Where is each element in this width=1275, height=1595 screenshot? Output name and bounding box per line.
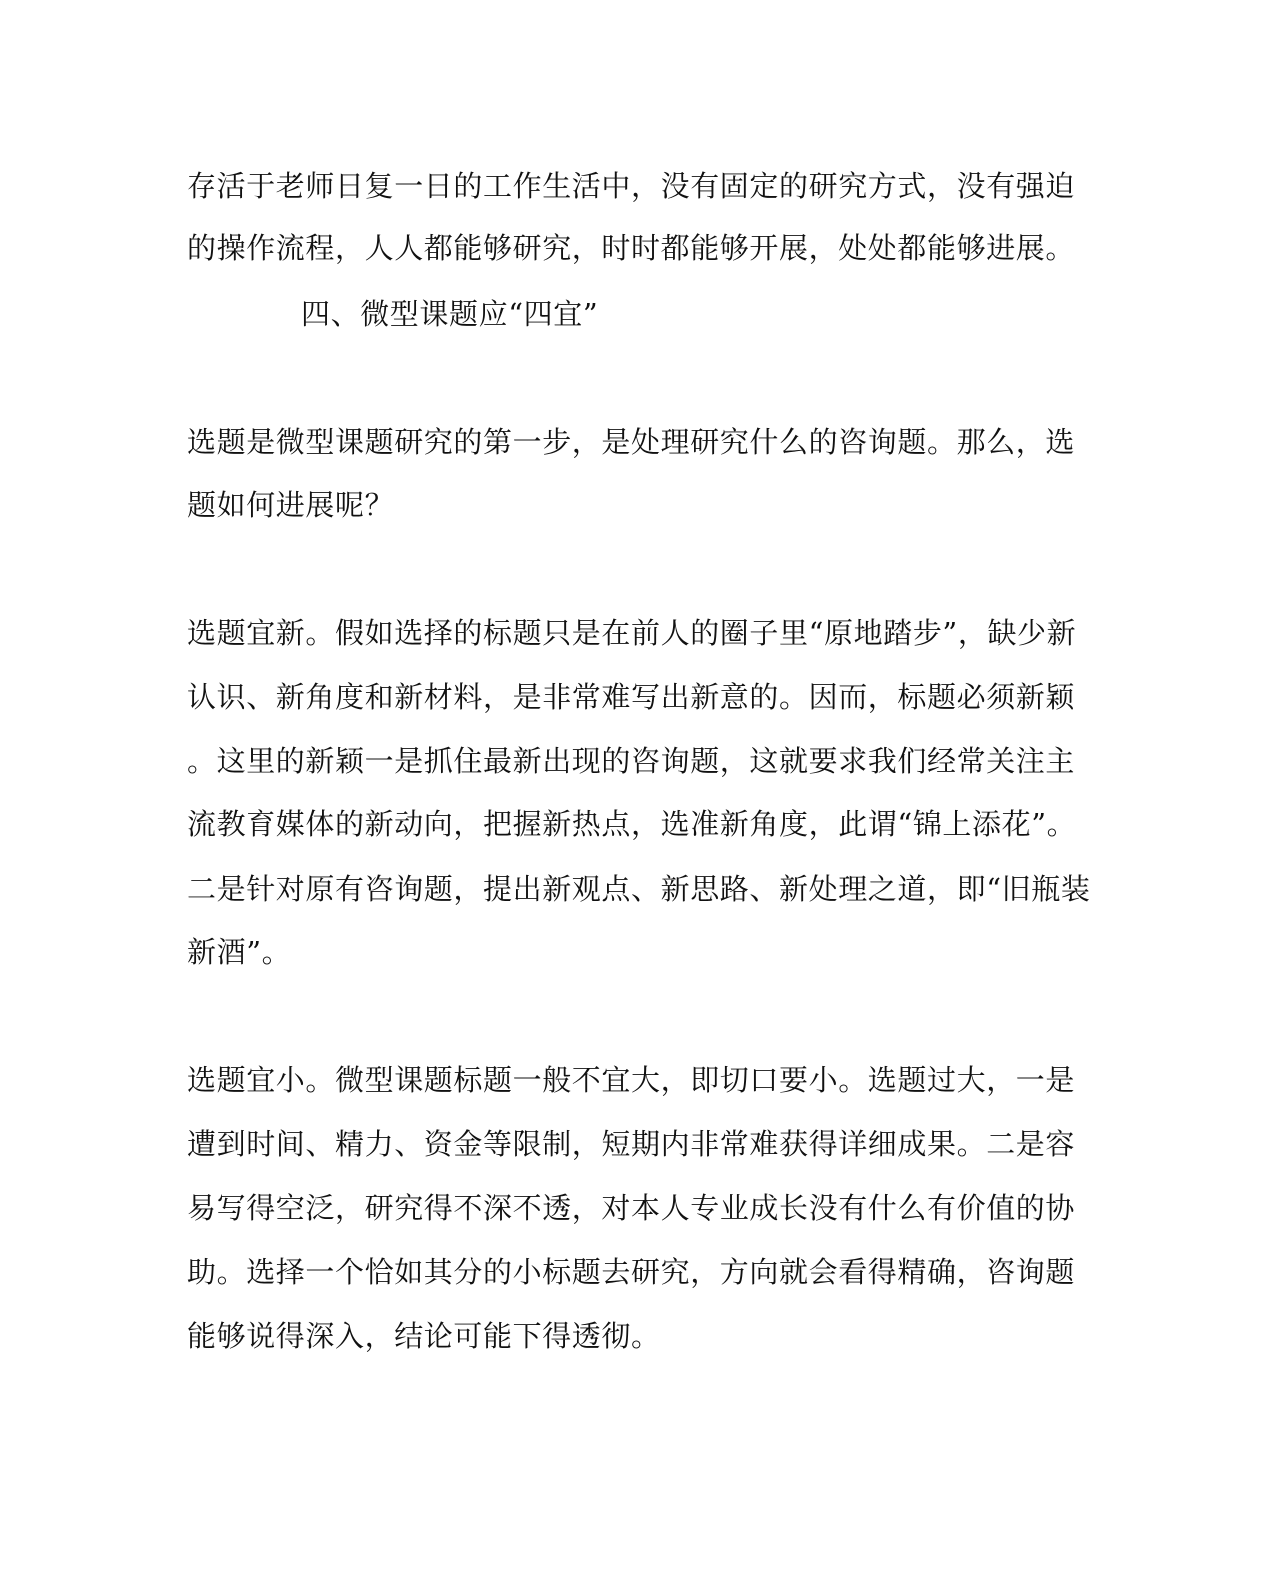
para1-line-2: 的操作流程，人人都能够研究，时时都能够开展，处处都能够进展。 (187, 231, 1076, 265)
para2-line-2: 题如何进展呢？ (187, 488, 395, 522)
para3-line-4: 流教育媒体的新动向，把握新热点，选准新角度，此谓“锦上添花”。 (187, 807, 1077, 841)
para4-line-1: 选题宜小。微型课题标题一般不宜大，即切口要小。选题过大，一是 (187, 1063, 1076, 1097)
para3-line-6: 新酒”。 (187, 935, 292, 969)
para1-line-1: 存活于老师日复一日的工作生活中，没有固定的研究方式，没有强迫 (187, 169, 1076, 203)
para3-line-5: 二是针对原有咨询题，提出新观点、新思路、新处理之道，即“旧瓶装 (187, 872, 1091, 906)
para2-line-1: 选题是微型课题研究的第一步，是处理研究什么的咨询题。那么，选 (187, 425, 1076, 459)
para3-line-2: 认识、新角度和新材料，是非常难写出新意的。因而，标题必须新颖 (187, 680, 1076, 714)
para3-line-3: 。这里的新颖一是抓住最新出现的咨询题，这就要求我们经常关注主 (187, 744, 1076, 778)
para4-line-2: 遭到时间、精力、资金等限制，短期内非常难获得详细成果。二是容 (187, 1127, 1076, 1161)
para4-line-5: 能够说得深入，结论可能下得透彻。 (187, 1319, 661, 1353)
section-heading: 四、微型课题应“四宜” (301, 297, 599, 331)
para4-line-4: 助。选择一个恰如其分的小标题去研究，方向就会看得精确，咨询题 (187, 1255, 1076, 1289)
para4-line-3: 易写得空泛，研究得不深不透，对本人专业成长没有什么有价值的协 (187, 1191, 1076, 1225)
para3-line-1: 选题宜新。假如选择的标题只是在前人的圈子里“原地踏步”，缺少新 (187, 616, 1077, 650)
